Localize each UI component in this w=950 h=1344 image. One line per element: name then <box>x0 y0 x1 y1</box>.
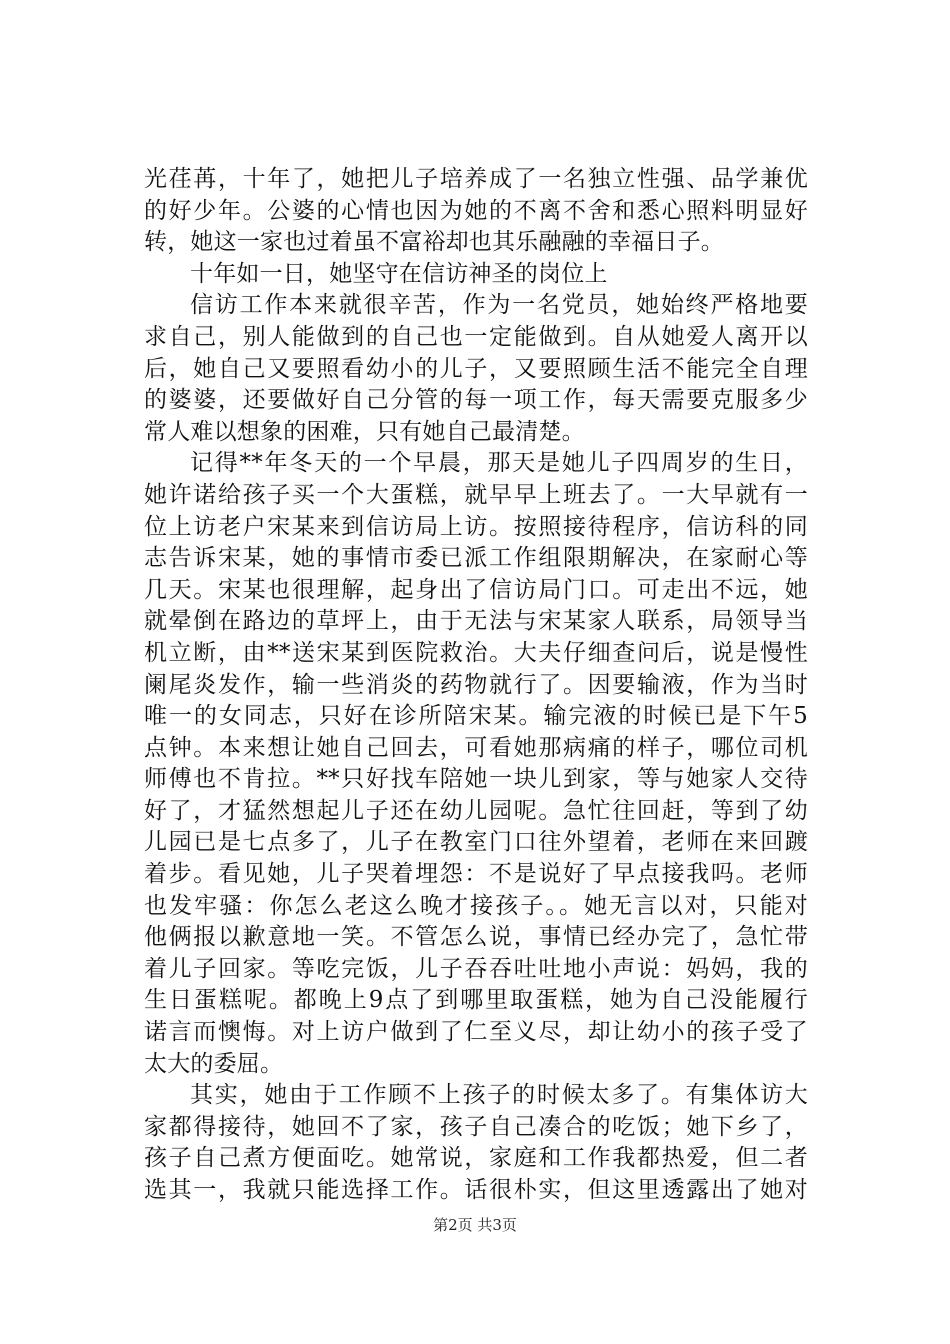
text-line: 机立断，由**送宋某到医院救治。大夫仔细查问后，说是慢性 <box>144 639 808 666</box>
text-line: 志告诉宋某，她的事情市委已派工作组限期解决，在家耐心等 <box>144 545 808 572</box>
text-line: 她许诺给孩子买一个大蛋糕，就早早上班去了。一大早就有一 <box>144 481 808 508</box>
document-body <box>144 164 808 1207</box>
text-line: 孩子自己煮方便面吃。她常说，家庭和工作我都热爱，但二者 <box>144 1145 808 1172</box>
text-line: 的好少年。公婆的心情也因为她的不离不舍和悉心照料明显好 <box>144 197 808 224</box>
text-line: 求自己，别人能做到的自己也一定能做到。自从她爱人离开以 <box>144 323 808 350</box>
text-line: 光荏苒，十年了，她把儿子培养成了一名独立性强、品学兼优 <box>144 166 808 192</box>
text-line: 也发牢骚：你怎么老这么晚才接孩子。。她无言以对，只能对 <box>144 892 808 919</box>
text-line: 转，她这一家也过着虽不富裕却也其乐融融的幸福日子。 <box>144 229 724 256</box>
text-line: 诺言而懊悔。对上访户做到了仁至义尽，却让幼小的孩子受了 <box>144 1019 808 1046</box>
text-line: 家都得接待，她回不了家，孩子自己凑合的吃饭；她下乡了， <box>144 1113 808 1140</box>
text-line: 生日蛋糕呢。都晚上9点了到哪里取蛋糕，她为自己没能履行 <box>144 987 808 1014</box>
text-line: 好了，才猛然想起儿子还在幼儿园呢。急忙往回赶，等到了幼 <box>144 797 808 824</box>
paragraph <box>144 164 808 259</box>
text-line: 阑尾炎发作，输一些消炎的药物就行了。因要输液，作为当时 <box>144 671 808 698</box>
paragraph <box>144 1080 808 1206</box>
text-line: 着儿子回家。等吃完饭，儿子吞吞吐吐地小声说：妈妈，我的 <box>144 955 808 982</box>
text-line: 点钟。本来想让她自己回去，可看她那病痛的样子，哪位司机 <box>144 734 808 761</box>
text-line: 就晕倒在路边的草坪上，由于无法与宋某家人联系，局领导当 <box>144 608 808 635</box>
text-line: 唯一的女同志，只好在诊所陪宋某。输完液的时候已是下午5 <box>144 703 808 730</box>
page-footer: 第2页 共3页 <box>433 1216 517 1234</box>
text-line: 儿园已是七点多了，儿子在教室门口往外望着，老师在来回踱 <box>144 829 808 856</box>
text-line: 常人难以想象的困难，只有她自己最清楚。 <box>144 418 585 445</box>
text-line: 十年如一日，她坚守在信访神圣的岗位上 <box>190 260 608 287</box>
text-line: 记得**年冬天的一个早晨，那天是她儿子四周岁的生日， <box>190 450 808 477</box>
text-line: 选其一，我就只能选择工作。话很朴实，但这里透露出了她对 <box>144 1177 808 1203</box>
paragraph <box>144 290 808 448</box>
paragraph <box>144 259 808 291</box>
text-line: 几天。宋某也很理解，起身出了信访局门口。可走出不远，她 <box>144 576 808 603</box>
text-line: 他俩报以歉意地一笑。不管怎么说，事情已经办完了，急忙带 <box>144 924 808 951</box>
text-line: 着步。看见她，儿子哭着埋怨：不是说好了早点接我吗。老师 <box>144 861 808 888</box>
text-line: 后，她自己又要照看幼小的儿子，又要照顾生活不能完全自理 <box>144 355 808 382</box>
text-line: 位上访老户宋某来到信访局上访。按照接待程序，信访科的同 <box>144 513 808 540</box>
text-line: 的婆婆，还要做好自己分管的每一项工作，每天需要克服多少 <box>144 387 808 414</box>
text-line: 太大的委屈。 <box>144 1050 284 1077</box>
text-line: 信访工作本来就很辛苦，作为一名党员，她始终严格地要 <box>190 292 808 319</box>
text-line: 其实，她由于工作顾不上孩子的时候太多了。有集体访大 <box>190 1082 808 1109</box>
paragraph <box>144 448 808 1080</box>
text-line: 师傅也不肯拉。**只好找车陪她一块儿到家，等与她家人交待 <box>144 766 808 793</box>
